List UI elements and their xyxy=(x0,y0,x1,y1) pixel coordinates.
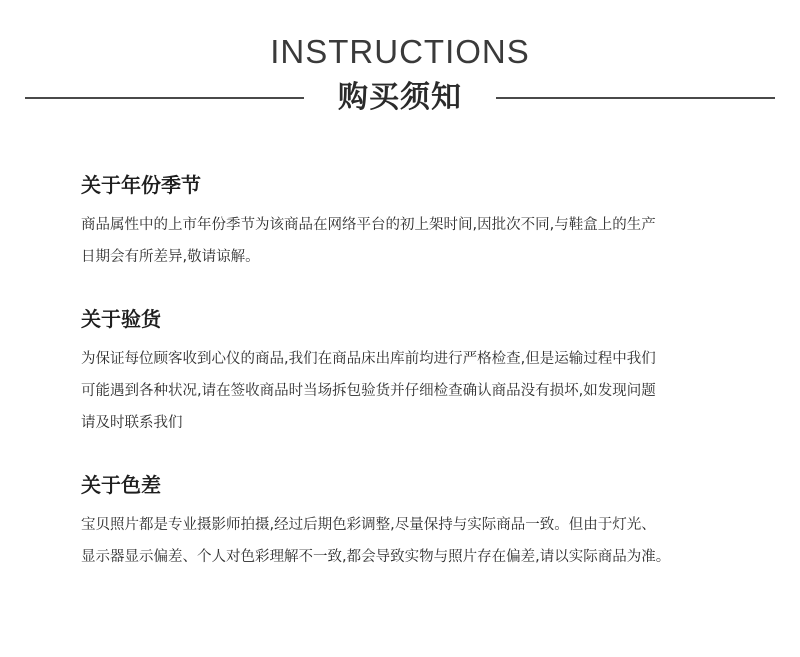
section-title-season: 关于年份季节 xyxy=(81,173,201,197)
section-inspection xyxy=(81,305,741,439)
divider-right xyxy=(496,97,775,99)
body-line: 日期会有所差异,敬请谅解。 xyxy=(81,249,260,265)
section-body-color-difference xyxy=(81,509,741,573)
body-line: 显示器显示偏差、个人对色彩理解不一致,都会导致实物与照片存在偏差,请以实际商品为准。 xyxy=(81,549,671,565)
section-title-color-difference: 关于色差 xyxy=(81,473,161,497)
page-title-en: INSTRUCTIONS xyxy=(270,33,530,70)
section-color-difference xyxy=(81,471,741,573)
page-title-cn: 购买须知 xyxy=(338,80,462,115)
body-line: 请及时联系我们 xyxy=(81,415,183,431)
section-body-season xyxy=(81,209,741,273)
body-line: 可能遇到各种状况,请在签收商品时当场拆包验货并仔细检查确认商品没有损坏,如发现问题 xyxy=(81,383,656,399)
body-line: 为保证每位顾客收到心仪的商品,我们在商品床出库前均进行严格检查,但是运输过程中我们 xyxy=(81,351,656,367)
section-season xyxy=(81,171,741,273)
section-body-inspection xyxy=(81,343,741,439)
divider-left xyxy=(25,97,304,99)
section-title-inspection: 关于验货 xyxy=(81,307,161,331)
body-line: 宝贝照片都是专业摄影师拍摄,经过后期色彩调整,尽量保持与实际商品一致。但由于灯光、 xyxy=(81,517,656,533)
body-line: 商品属性中的上市年份季节为该商品在网络平台的初上架时间,因批次不同,与鞋盒上的生产 xyxy=(81,217,656,233)
